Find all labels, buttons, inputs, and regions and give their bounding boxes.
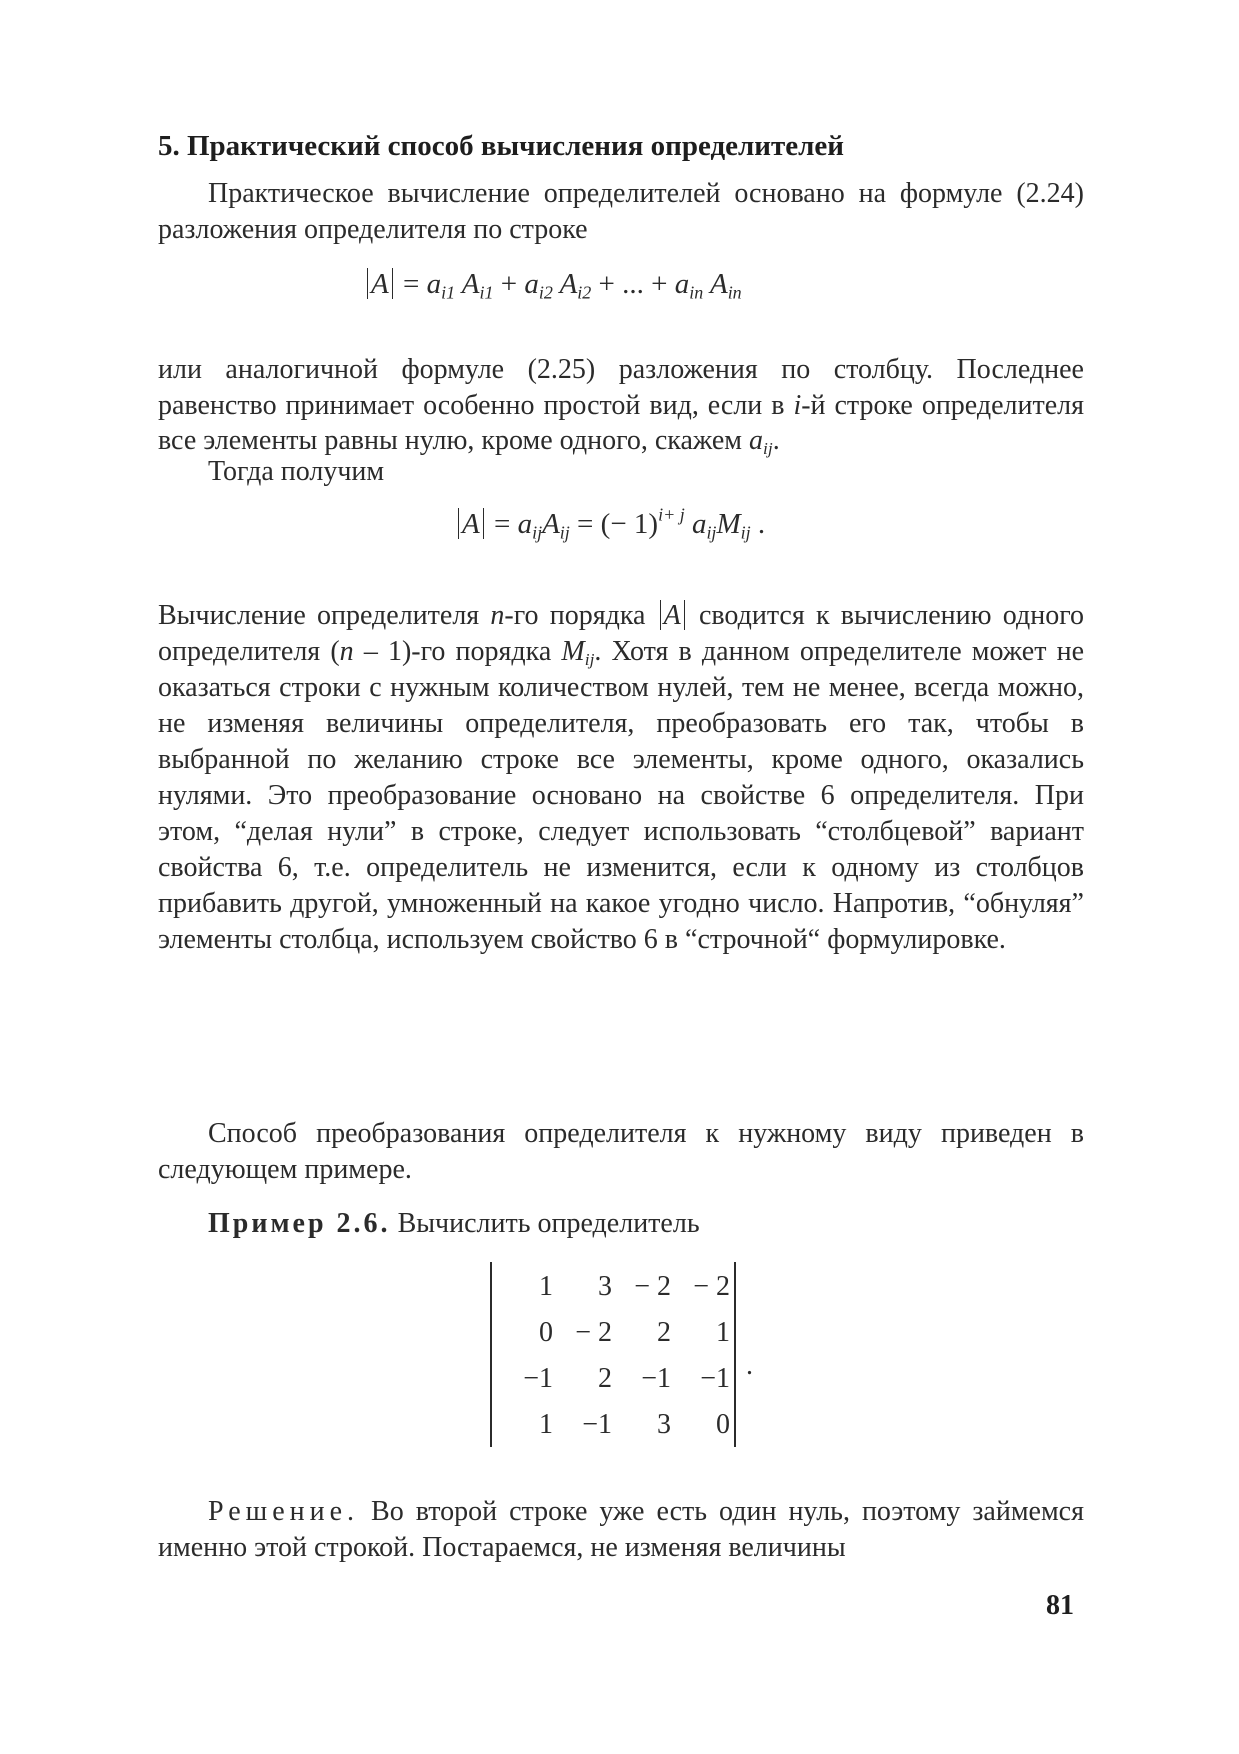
- determinant-entries: [498, 1264, 734, 1448]
- determinant-trailing-mark: .: [746, 1350, 753, 1381]
- matrix-cell: 3: [657, 1409, 671, 1440]
- matrix-cell: − 2: [634, 1271, 671, 1302]
- determinant-right-bar: [734, 1262, 736, 1447]
- page-number: 81: [1046, 1590, 1074, 1621]
- section-heading: 5. Практический способ вычисления определителей: [158, 130, 844, 162]
- example-line: Пример 2.6. Вычислить определитель: [208, 1208, 700, 1239]
- method-paragraph: Способ преобразования определителя к нужному виду приведен в следующем примере.: [158, 1118, 1084, 1185]
- matrix-row: [498, 1402, 734, 1448]
- matrix-cell: −1: [582, 1409, 612, 1440]
- matrix-cell: −1: [523, 1363, 553, 1394]
- matrix-cell: −1: [700, 1363, 730, 1394]
- matrix-cell: − 2: [693, 1271, 730, 1302]
- matrix-cell: 3: [598, 1271, 612, 1302]
- example-determinant: [490, 1262, 742, 1447]
- matrix-cell: 0: [539, 1317, 553, 1348]
- matrix-cell: − 2: [575, 1317, 612, 1348]
- solution-paragraph: Решение. Во второй строке уже есть один нуль, поэтому займемся именно этой строкой. Постараемся, не изменяя величины: [158, 1496, 1084, 1563]
- matrix-row: [498, 1356, 734, 1402]
- matrix-cell: 2: [657, 1317, 671, 1348]
- single-element-formula: $A = a_{ij}A_{ij}$ = (− 1)$^{i+ j}$ $a_{ij}M_{ij}$ .: [455, 508, 765, 541]
- example-label: Пример 2.6.: [208, 1208, 391, 1239]
- determinant-left-bar: [490, 1262, 492, 1447]
- matrix-cell: −1: [641, 1363, 671, 1394]
- intro-paragraph: Практическое вычисление определителей основано на формуле (2.24) разложения определителя по строке: [158, 178, 1084, 245]
- matrix-cell: 1: [539, 1271, 553, 1302]
- row-expansion-formula: $A = a_{i1}$ $A_{i1} + a_{i2}$ $A_{i2}$ + ... + $a_{in}$ $A_{in}$: [364, 268, 742, 301]
- expansion-paragraph: или аналогичной формуле (2.25) разложения по столбцу. Последнее равенство принимает особенно простой вид, если в i-й строке определителя все элементы равны нулю, кроме одного, скажем $a_{ij}$.: [158, 354, 1085, 459]
- matrix-row: [498, 1310, 734, 1356]
- matrix-row: [498, 1264, 734, 1310]
- matrix-cell: 1: [716, 1317, 730, 1348]
- solution-label: Решение.: [208, 1496, 360, 1527]
- reduction-paragraph: Вычисление определителя n-го порядка A сводится к вычислению одного определителя (n – 1)-го порядка $M_{ij}$. Хотя в данном определителе может не оказаться строки с нужным количеством нулей, тем не менее, всегда можно, не изменяя величины определителя, преобразовать его так, чтобы в выбранной по желанию строке все элементы, кроме одного, оказались нулями. Это преобразование основано на свойстве 6 определителя. При этом, “делая нули” в строке, следует использовать “столбцевой” вариант свойства 6, т.е. определитель не изменится, если к одному из столбцов прибавить другой, умноженный на какое угодно число. Напротив, “обнуляя” элементы столбца, используем свойство 6 в “строчной“ формулировке.: [158, 600, 1084, 955]
- matrix-cell: 0: [716, 1409, 730, 1440]
- matrix-cell: 1: [539, 1409, 553, 1440]
- matrix-cell: 2: [598, 1363, 612, 1394]
- then-line: Тогда получим: [208, 456, 385, 487]
